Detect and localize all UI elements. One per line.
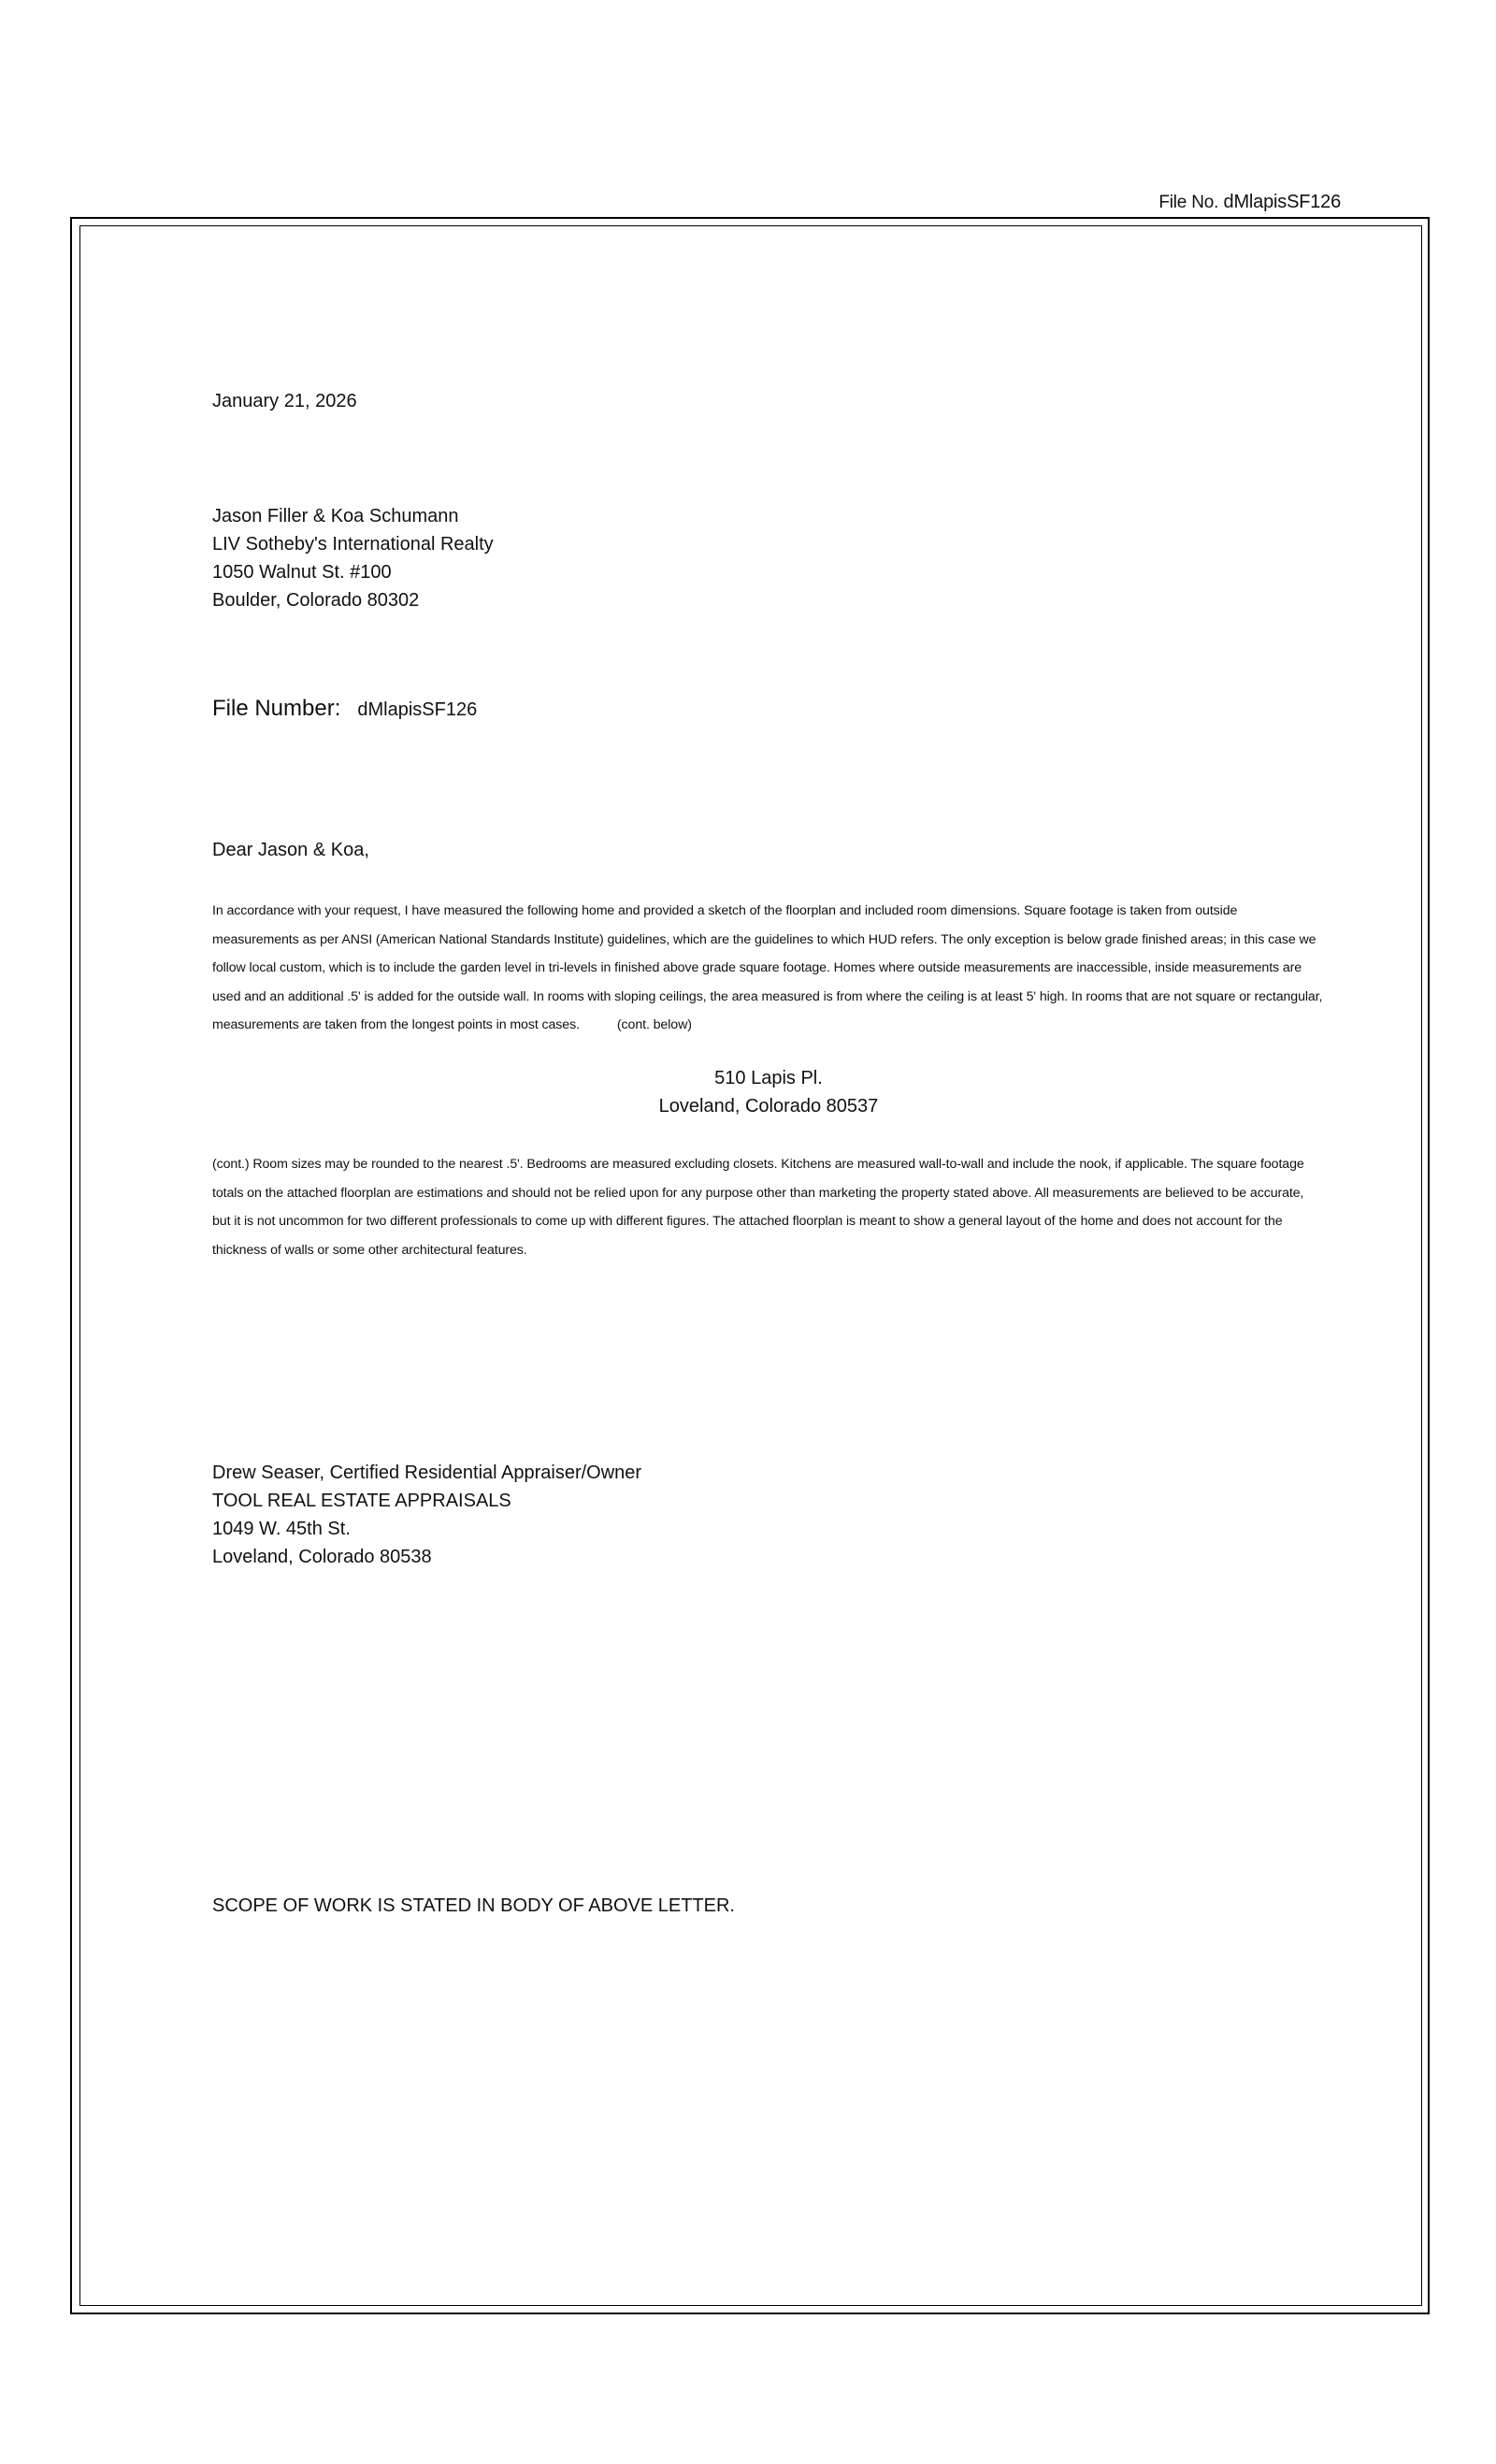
body-paragraph-2: (cont.) Room sizes may be rounded to the nearest .5'. Bedrooms are measured excluding closets. Kitchens are measured wall-to-wall and include the nook, if applicable. The square footage totals on the attached floorplan are estimations and should not be relied upon for any purpose other than marketing the property stated above. All measurements are believed to be accurate, but it is not uncommon for two different professionals to come up with different figures. The attached floorplan is meant to show a general layout of the home and does not account for the thickness of walls or some other architectural features. [212,1157,1304,1258]
signer-company: TOOL REAL ESTATE APPRAISALS [212,1491,511,1511]
signer-street: 1049 W. 45th St. [212,1519,351,1539]
body-paragraph-1 [212,897,1325,1040]
signer-name: Drew Seaser, Certified Residential Appraiser/Owner [212,1463,642,1483]
recipient-company: LIV Sotheby's International Realty [212,534,494,555]
recipient-name: Jason Filler & Koa Schumann [212,506,459,526]
scope-of-work-statement: SCOPE OF WORK IS STATED IN BODY OF ABOVE LETTER. [212,1895,735,1916]
recipient-address-block [212,502,494,614]
file-number-value: dMlapisSF126 [357,699,478,720]
file-number-line [212,696,477,722]
file-no-label: File No. [1158,193,1219,212]
file-no-value: dMlapisSF126 [1223,192,1341,212]
property-street: 510 Lapis Pl. [714,1068,823,1088]
file-number-label: File Number: [212,696,341,721]
salutation: Dear Jason & Koa, [212,840,369,860]
file-number-header [1158,192,1341,213]
paragraph-1-text: In accordance with your request, I have measured the following home and provided a sketch of the floorplan and included room dimensions. Square footage is taken from outside measurements as per ANSI (American National Standards Institute) guidelines, which are the guidelines to which HUD refers. The only exception is below grade finished areas; in this case we follow local custom, which is to include the garden level in tri-levels in finished above grade square footage. Homes where outside measurements are inaccessible, inside measurements are used and an additional .5' is added for the outside wall. In rooms with sloping ceilings, the area measured is from where the ceiling is at least 5' high. In rooms that are not square or rectangular, measurements are taken from the longest points in most cases. [212,903,1323,1032]
recipient-city: Boulder, Colorado 80302 [212,590,420,611]
signature-block [212,1459,641,1571]
letter-date: January 21, 2026 [212,391,357,411]
property-address [212,1064,1325,1120]
signer-city: Loveland, Colorado 80538 [212,1547,432,1567]
paragraph-1-continuation: (cont. below) [616,1017,692,1032]
recipient-street: 1050 Walnut St. #100 [212,562,392,583]
property-city: Loveland, Colorado 80537 [658,1096,879,1117]
